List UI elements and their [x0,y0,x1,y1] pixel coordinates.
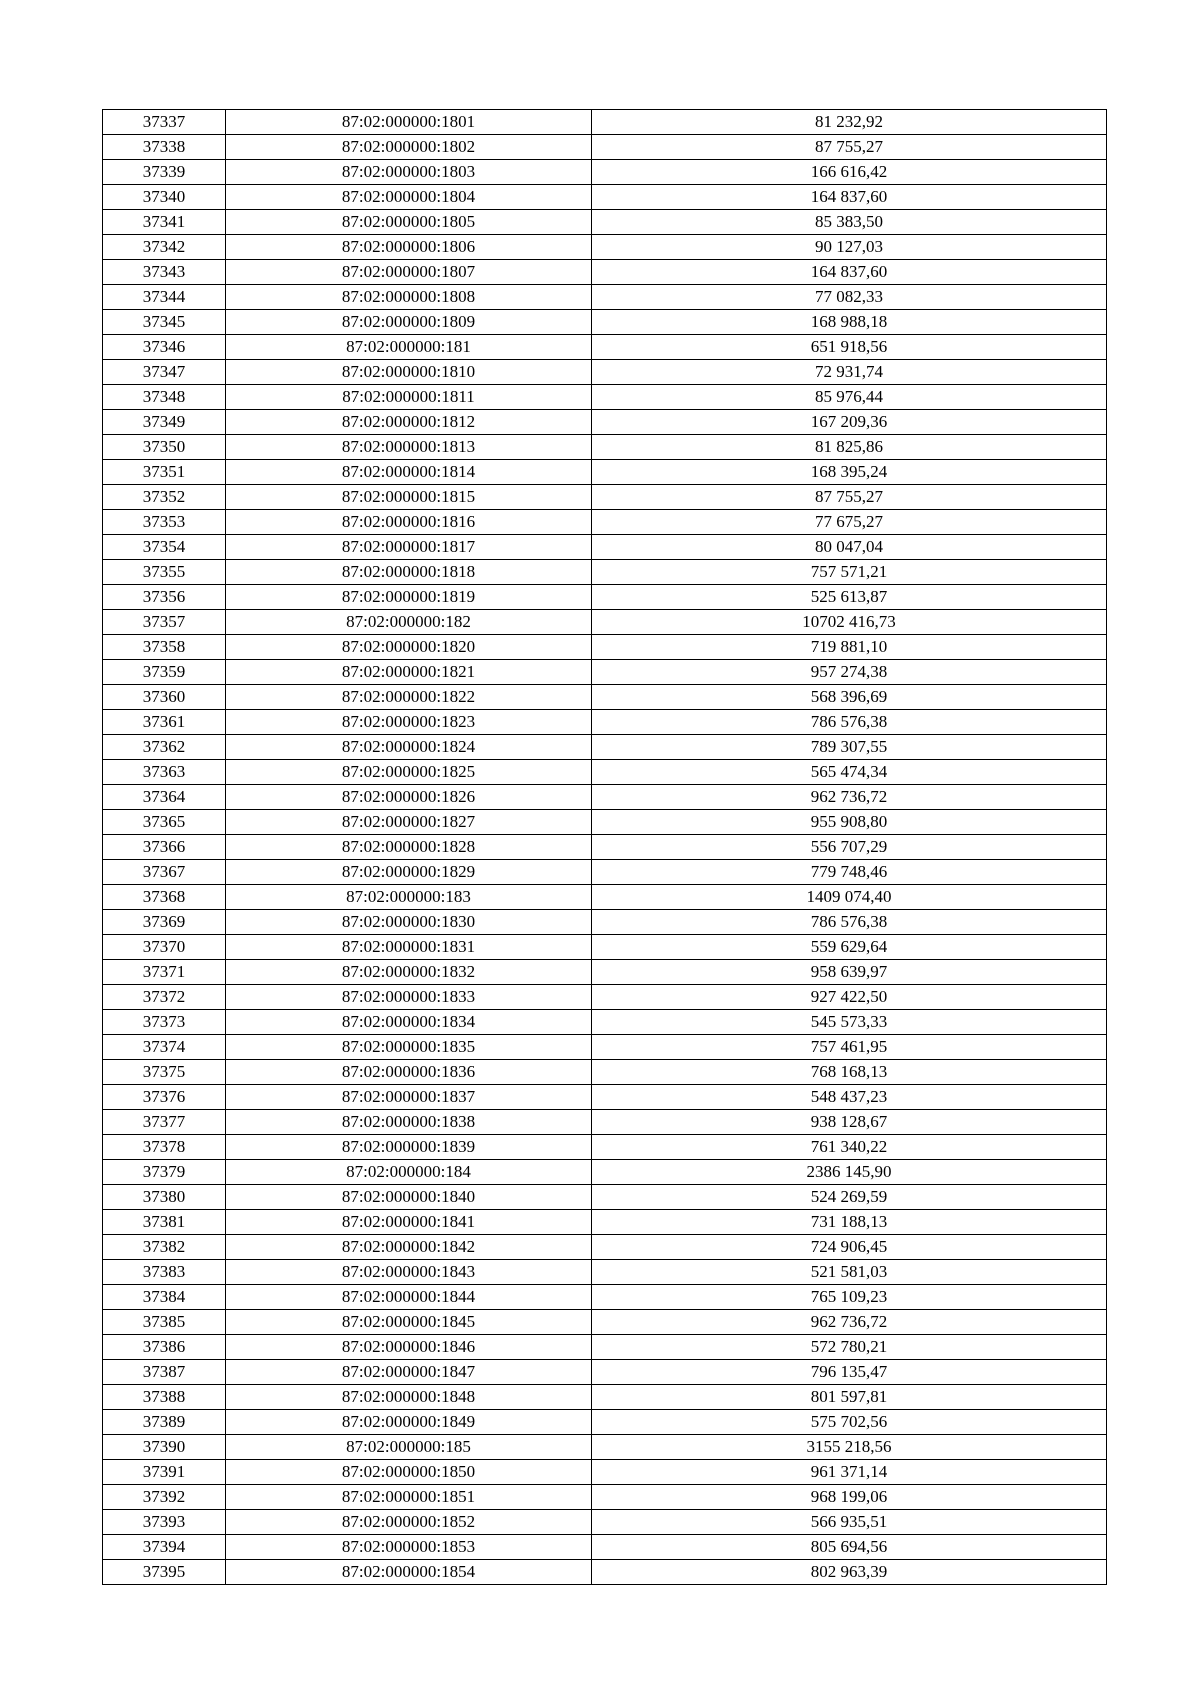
table-row [103,1160,1107,1185]
cadastral-value-cell: 765 109,23 [592,1285,1107,1310]
cadastral-number-cell: 87:02:000000:1805 [226,210,592,235]
row-number-cell: 37356 [103,585,226,610]
cadastral-number-cell: 87:02:000000:1831 [226,935,592,960]
table-row [103,1035,1107,1060]
row-number-cell: 37357 [103,610,226,635]
row-number-cell: 37377 [103,1110,226,1135]
table-row [103,485,1107,510]
table-row [103,285,1107,310]
row-number-cell: 37392 [103,1485,226,1510]
table-row [103,685,1107,710]
cadastral-number-cell: 87:02:000000:1847 [226,1360,592,1385]
table-row [103,1135,1107,1160]
table-row [103,460,1107,485]
table-row [103,235,1107,260]
table-row [103,410,1107,435]
cadastral-number-cell: 87:02:000000:1837 [226,1085,592,1110]
cadastral-number-cell: 87:02:000000:1811 [226,385,592,410]
cadastral-value-cell: 566 935,51 [592,1510,1107,1535]
cadastral-value-cell: 968 199,06 [592,1485,1107,1510]
row-number-cell: 37358 [103,635,226,660]
row-number-cell: 37359 [103,660,226,685]
cadastral-number-cell: 87:02:000000:1810 [226,360,592,385]
row-number-cell: 37366 [103,835,226,860]
cadastral-value-cell: 802 963,39 [592,1560,1107,1585]
cadastral-value-cell: 565 474,34 [592,760,1107,785]
cadastral-value-cell: 559 629,64 [592,935,1107,960]
cadastral-number-cell: 87:02:000000:1802 [226,135,592,160]
cadastral-number-cell: 87:02:000000:182 [226,610,592,635]
cadastral-number-cell: 87:02:000000:1815 [226,485,592,510]
cadastral-number-cell: 87:02:000000:1842 [226,1235,592,1260]
cadastral-number-cell: 87:02:000000:1849 [226,1410,592,1435]
cadastral-value-cell: 168 395,24 [592,460,1107,485]
cadastral-number-cell: 87:02:000000:1816 [226,510,592,535]
table-row [103,1110,1107,1135]
cadastral-value-cell: 80 047,04 [592,535,1107,560]
cadastral-number-cell: 87:02:000000:185 [226,1435,592,1460]
table-row [103,110,1107,135]
row-number-cell: 37395 [103,1560,226,1585]
cadastral-value-cell: 796 135,47 [592,1360,1107,1385]
cadastral-value-cell: 786 576,38 [592,910,1107,935]
cadastral-value-cell: 85 976,44 [592,385,1107,410]
cadastral-number-cell: 87:02:000000:1853 [226,1535,592,1560]
table-row [103,1435,1107,1460]
row-number-cell: 37375 [103,1060,226,1085]
table-row [103,1485,1107,1510]
row-number-cell: 37361 [103,710,226,735]
cadastral-number-cell: 87:02:000000:1819 [226,585,592,610]
table-row [103,360,1107,385]
row-number-cell: 37337 [103,110,226,135]
cadastral-value-cell: 545 573,33 [592,1010,1107,1035]
table-row [103,635,1107,660]
cadastral-value-cell: 85 383,50 [592,210,1107,235]
cadastral-number-cell: 87:02:000000:1846 [226,1335,592,1360]
table-row [103,1285,1107,1310]
cadastral-value-cell: 77 082,33 [592,285,1107,310]
cadastral-value-cell: 805 694,56 [592,1535,1107,1560]
row-number-cell: 37373 [103,1010,226,1035]
cadastral-value-cell: 961 371,14 [592,1460,1107,1485]
cadastral-number-cell: 87:02:000000:1852 [226,1510,592,1535]
cadastral-value-cell: 757 461,95 [592,1035,1107,1060]
cadastral-number-cell: 87:02:000000:183 [226,885,592,910]
cadastral-number-cell: 87:02:000000:1807 [226,260,592,285]
row-number-cell: 37343 [103,260,226,285]
cadastral-value-cell: 10702 416,73 [592,610,1107,635]
cadastral-number-cell: 87:02:000000:1843 [226,1260,592,1285]
cadastral-value-cell: 724 906,45 [592,1235,1107,1260]
cadastral-number-cell: 87:02:000000:1817 [226,535,592,560]
cadastral-number-cell: 87:02:000000:1835 [226,1035,592,1060]
cadastral-value-table [102,109,1107,1585]
cadastral-number-cell: 87:02:000000:181 [226,335,592,360]
table-row [103,960,1107,985]
row-number-cell: 37379 [103,1160,226,1185]
cadastral-value-cell: 521 581,03 [592,1260,1107,1285]
row-number-cell: 37362 [103,735,226,760]
table-row [103,935,1107,960]
cadastral-number-cell: 87:02:000000:1812 [226,410,592,435]
table-row [103,660,1107,685]
cadastral-number-cell: 87:02:000000:1820 [226,635,592,660]
row-number-cell: 37347 [103,360,226,385]
row-number-cell: 37344 [103,285,226,310]
table-row [103,1185,1107,1210]
row-number-cell: 37339 [103,160,226,185]
table-row [103,1060,1107,1085]
row-number-cell: 37393 [103,1510,226,1535]
cadastral-number-cell: 87:02:000000:1829 [226,860,592,885]
table-row [103,1460,1107,1485]
cadastral-value-cell: 77 675,27 [592,510,1107,535]
row-number-cell: 37389 [103,1410,226,1435]
cadastral-number-cell: 87:02:000000:1821 [226,660,592,685]
row-number-cell: 37376 [103,1085,226,1110]
row-number-cell: 37352 [103,485,226,510]
cadastral-value-cell: 548 437,23 [592,1085,1107,1110]
row-number-cell: 37394 [103,1535,226,1560]
cadastral-number-cell: 87:02:000000:1848 [226,1385,592,1410]
cadastral-value-cell: 3155 218,56 [592,1435,1107,1460]
cadastral-number-cell: 87:02:000000:1801 [226,110,592,135]
row-number-cell: 37371 [103,960,226,985]
table-row [103,385,1107,410]
cadastral-number-cell: 87:02:000000:1832 [226,960,592,985]
table-body [103,110,1107,1585]
row-number-cell: 37351 [103,460,226,485]
cadastral-number-cell: 87:02:000000:1826 [226,785,592,810]
cadastral-value-cell: 525 613,87 [592,585,1107,610]
cadastral-value-cell: 568 396,69 [592,685,1107,710]
row-number-cell: 37360 [103,685,226,710]
cadastral-value-cell: 2386 145,90 [592,1160,1107,1185]
cadastral-value-cell: 938 128,67 [592,1110,1107,1135]
cadastral-number-cell: 87:02:000000:1836 [226,1060,592,1085]
row-number-cell: 37381 [103,1210,226,1235]
cadastral-number-cell: 87:02:000000:1818 [226,560,592,585]
table-row [103,135,1107,160]
cadastral-number-cell: 87:02:000000:1808 [226,285,592,310]
row-number-cell: 37385 [103,1310,226,1335]
row-number-cell: 37364 [103,785,226,810]
row-number-cell: 37390 [103,1435,226,1460]
row-number-cell: 37348 [103,385,226,410]
cadastral-value-cell: 651 918,56 [592,335,1107,360]
row-number-cell: 37383 [103,1260,226,1285]
table-row [103,1360,1107,1385]
cadastral-value-cell: 87 755,27 [592,485,1107,510]
cadastral-value-cell: 572 780,21 [592,1335,1107,1360]
cadastral-number-cell: 87:02:000000:1804 [226,185,592,210]
row-number-cell: 37349 [103,410,226,435]
row-number-cell: 37341 [103,210,226,235]
row-number-cell: 37380 [103,1185,226,1210]
cadastral-value-cell: 524 269,59 [592,1185,1107,1210]
cadastral-value-cell: 927 422,50 [592,985,1107,1010]
table-row [103,1310,1107,1335]
cadastral-value-cell: 81 232,92 [592,110,1107,135]
row-number-cell: 37386 [103,1335,226,1360]
table-row [103,710,1107,735]
row-number-cell: 37340 [103,185,226,210]
cadastral-number-cell: 87:02:000000:1827 [226,810,592,835]
table-row [103,260,1107,285]
table-row [103,1510,1107,1535]
row-number-cell: 37342 [103,235,226,260]
table-row [103,535,1107,560]
cadastral-value-cell: 164 837,60 [592,260,1107,285]
cadastral-number-cell: 87:02:000000:1834 [226,1010,592,1035]
cadastral-number-cell: 87:02:000000:1844 [226,1285,592,1310]
table-row [103,1385,1107,1410]
table-row [103,910,1107,935]
cadastral-number-cell: 87:02:000000:184 [226,1160,592,1185]
cadastral-number-cell: 87:02:000000:1825 [226,760,592,785]
table-row [103,1235,1107,1260]
cadastral-value-cell: 164 837,60 [592,185,1107,210]
table-row [103,610,1107,635]
cadastral-value-cell: 955 908,80 [592,810,1107,835]
row-number-cell: 37372 [103,985,226,1010]
row-number-cell: 37369 [103,910,226,935]
cadastral-value-cell: 786 576,38 [592,710,1107,735]
cadastral-value-cell: 731 188,13 [592,1210,1107,1235]
table-row [103,885,1107,910]
cadastral-value-cell: 87 755,27 [592,135,1107,160]
table-row [103,1085,1107,1110]
cadastral-value-cell: 962 736,72 [592,785,1107,810]
row-number-cell: 37378 [103,1135,226,1160]
table-row [103,585,1107,610]
cadastral-value-cell: 556 707,29 [592,835,1107,860]
cadastral-value-cell: 719 881,10 [592,635,1107,660]
row-number-cell: 37367 [103,860,226,885]
cadastral-number-cell: 87:02:000000:1803 [226,160,592,185]
row-number-cell: 37368 [103,885,226,910]
cadastral-value-cell: 958 639,97 [592,960,1107,985]
table-row [103,1335,1107,1360]
cadastral-number-cell: 87:02:000000:1813 [226,435,592,460]
cadastral-number-cell: 87:02:000000:1839 [226,1135,592,1160]
table-row [103,785,1107,810]
cadastral-value-cell: 801 597,81 [592,1385,1107,1410]
row-number-cell: 37353 [103,510,226,535]
cadastral-value-cell: 761 340,22 [592,1135,1107,1160]
table-row [103,335,1107,360]
cadastral-number-cell: 87:02:000000:1822 [226,685,592,710]
row-number-cell: 37384 [103,1285,226,1310]
row-number-cell: 37355 [103,560,226,585]
table-row [103,1560,1107,1585]
row-number-cell: 37346 [103,335,226,360]
table-row [103,560,1107,585]
cadastral-number-cell: 87:02:000000:1840 [226,1185,592,1210]
row-number-cell: 37391 [103,1460,226,1485]
cadastral-value-cell: 768 168,13 [592,1060,1107,1085]
table-row [103,1010,1107,1035]
table-row [103,185,1107,210]
cadastral-value-cell: 90 127,03 [592,235,1107,260]
cadastral-value-cell: 779 748,46 [592,860,1107,885]
row-number-cell: 37363 [103,760,226,785]
table-row [103,1210,1107,1235]
cadastral-value-cell: 166 616,42 [592,160,1107,185]
cadastral-value-cell: 81 825,86 [592,435,1107,460]
cadastral-number-cell: 87:02:000000:1828 [226,835,592,860]
table-row [103,1535,1107,1560]
cadastral-number-cell: 87:02:000000:1809 [226,310,592,335]
cadastral-number-cell: 87:02:000000:1851 [226,1485,592,1510]
cadastral-value-cell: 1409 074,40 [592,885,1107,910]
cadastral-value-cell: 72 931,74 [592,360,1107,385]
cadastral-value-cell: 575 702,56 [592,1410,1107,1435]
table-row [103,735,1107,760]
row-number-cell: 37382 [103,1235,226,1260]
table-row [103,810,1107,835]
cadastral-value-cell: 962 736,72 [592,1310,1107,1335]
table-row [103,760,1107,785]
cadastral-number-cell: 87:02:000000:1806 [226,235,592,260]
cadastral-number-cell: 87:02:000000:1838 [226,1110,592,1135]
table-row [103,510,1107,535]
row-number-cell: 37354 [103,535,226,560]
table-row [103,835,1107,860]
row-number-cell: 37345 [103,310,226,335]
cadastral-value-cell: 789 307,55 [592,735,1107,760]
table-row [103,310,1107,335]
cadastral-number-cell: 87:02:000000:1850 [226,1460,592,1485]
table-row [103,210,1107,235]
row-number-cell: 37350 [103,435,226,460]
cadastral-number-cell: 87:02:000000:1830 [226,910,592,935]
cadastral-value-cell: 957 274,38 [592,660,1107,685]
table-row [103,1260,1107,1285]
row-number-cell: 37374 [103,1035,226,1060]
row-number-cell: 37387 [103,1360,226,1385]
cadastral-number-cell: 87:02:000000:1841 [226,1210,592,1235]
row-number-cell: 37338 [103,135,226,160]
cadastral-value-cell: 168 988,18 [592,310,1107,335]
cadastral-number-cell: 87:02:000000:1824 [226,735,592,760]
row-number-cell: 37388 [103,1385,226,1410]
cadastral-number-cell: 87:02:000000:1833 [226,985,592,1010]
cadastral-number-cell: 87:02:000000:1854 [226,1560,592,1585]
cadastral-number-cell: 87:02:000000:1845 [226,1310,592,1335]
table-row [103,1410,1107,1435]
table-row [103,860,1107,885]
cadastral-value-cell: 167 209,36 [592,410,1107,435]
row-number-cell: 37365 [103,810,226,835]
row-number-cell: 37370 [103,935,226,960]
table-row [103,985,1107,1010]
cadastral-number-cell: 87:02:000000:1823 [226,710,592,735]
cadastral-value-cell: 757 571,21 [592,560,1107,585]
table-row [103,435,1107,460]
cadastral-number-cell: 87:02:000000:1814 [226,460,592,485]
table-row [103,160,1107,185]
